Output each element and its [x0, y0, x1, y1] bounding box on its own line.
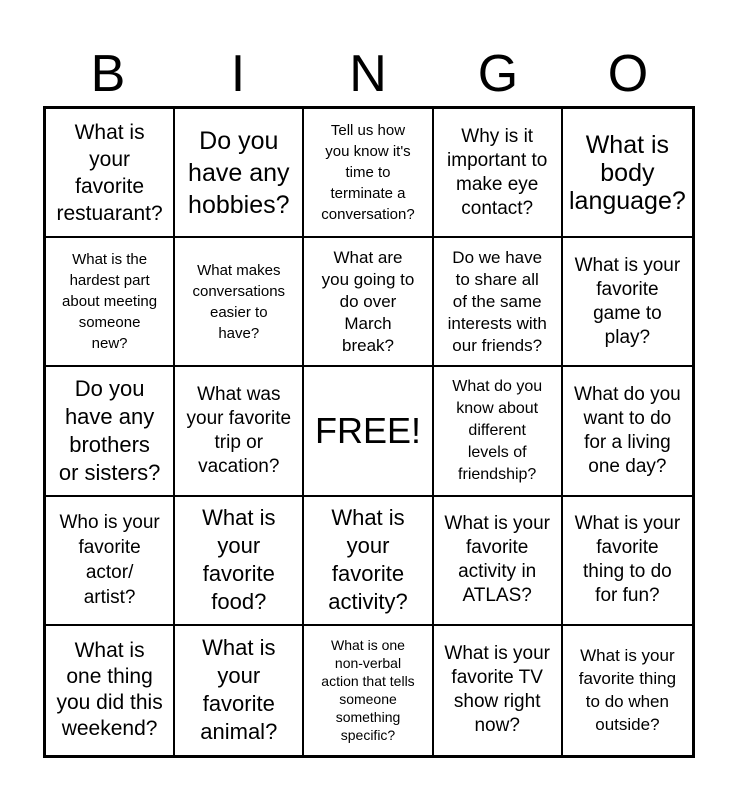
- bingo-cell[interactable]: [563, 109, 692, 238]
- cell-text: What is your favorite thing to do when outside?: [578, 646, 677, 735]
- cell-text: What is body language?: [568, 130, 686, 215]
- bingo-cell[interactable]: [434, 109, 563, 238]
- cell-text: Tell us how you know it's time to terminate a conversation?: [321, 122, 415, 224]
- cell-text: Do you have any hobbies?: [188, 126, 290, 219]
- bingo-cell[interactable]: [563, 497, 692, 626]
- cell-text: What was your favorite trip or vacation?: [186, 383, 292, 477]
- bingo-cell[interactable]: [175, 497, 304, 626]
- bingo-header: [43, 44, 693, 106]
- bingo-cell[interactable]: [304, 497, 433, 626]
- cell-text: Why is it important to make eye contact?: [447, 125, 548, 219]
- bingo-cell[interactable]: [46, 238, 175, 367]
- bingo-cell[interactable]: [46, 109, 175, 238]
- bingo-cell[interactable]: [175, 367, 304, 496]
- cell-text: What makes conversations easier to have?: [192, 261, 286, 342]
- bingo-cell[interactable]: [46, 367, 175, 496]
- cell-text: What is your favorite activity?: [328, 505, 408, 615]
- bingo-cell[interactable]: [563, 626, 692, 755]
- cell-text: What is one thing you did this weekend?: [56, 639, 163, 741]
- bingo-cell[interactable]: [46, 497, 175, 626]
- cell-text: What do you know about different levels of friendship?: [452, 377, 543, 483]
- bingo-cell[interactable]: [175, 626, 304, 755]
- bingo-cell[interactable]: [175, 109, 304, 238]
- cell-text: What is your favorite food?: [202, 505, 276, 615]
- cell-text: What are you going to do over March break?: [321, 247, 415, 355]
- cell-text: Who is your favorite actor/ artist?: [59, 512, 160, 609]
- header-letter-g: G: [477, 45, 519, 103]
- header-letter-n: N: [349, 45, 387, 103]
- bingo-cell[interactable]: [434, 367, 563, 496]
- bingo-grid: [43, 106, 695, 758]
- bingo-cell[interactable]: [304, 238, 433, 367]
- header-letter-i: I: [230, 45, 246, 103]
- cell-text: What is your favorite restuarant?: [56, 120, 163, 225]
- header-letter-o: O: [607, 45, 649, 103]
- bingo-cell[interactable]: [304, 626, 433, 755]
- bingo-cell[interactable]: [175, 238, 304, 367]
- free-text: FREE!: [314, 409, 421, 451]
- header-letter-b: B: [90, 45, 126, 103]
- bingo-cell[interactable]: [46, 626, 175, 755]
- cell-text: Do you have any brothers or sisters?: [58, 375, 161, 485]
- bingo-cell[interactable]: [434, 238, 563, 367]
- cell-text: What is the hardest part about meeting someone new?: [62, 251, 158, 353]
- cell-text: What is one non-verbal action that tells someone something specific?: [321, 637, 415, 744]
- cell-text: What is your favorite animal?: [200, 635, 278, 745]
- free-space[interactable]: [304, 367, 433, 496]
- cell-text: Do we have to share all of the same interests with our friends?: [447, 247, 547, 355]
- bingo-cell[interactable]: [563, 238, 692, 367]
- cell-text: What is your favorite thing to do for fun?: [574, 513, 681, 607]
- cell-text: What is your favorite TV show right now?: [444, 643, 550, 737]
- cell-text: What is your favorite activity in ATLAS?: [444, 513, 550, 607]
- bingo-cell[interactable]: [434, 626, 563, 755]
- bingo-cell[interactable]: [434, 497, 563, 626]
- cell-text: What do you want to do for a living one day?: [574, 383, 681, 477]
- bingo-cell[interactable]: [563, 367, 692, 496]
- bingo-cell[interactable]: [304, 109, 433, 238]
- cell-text: What is your favorite game to play?: [574, 254, 681, 348]
